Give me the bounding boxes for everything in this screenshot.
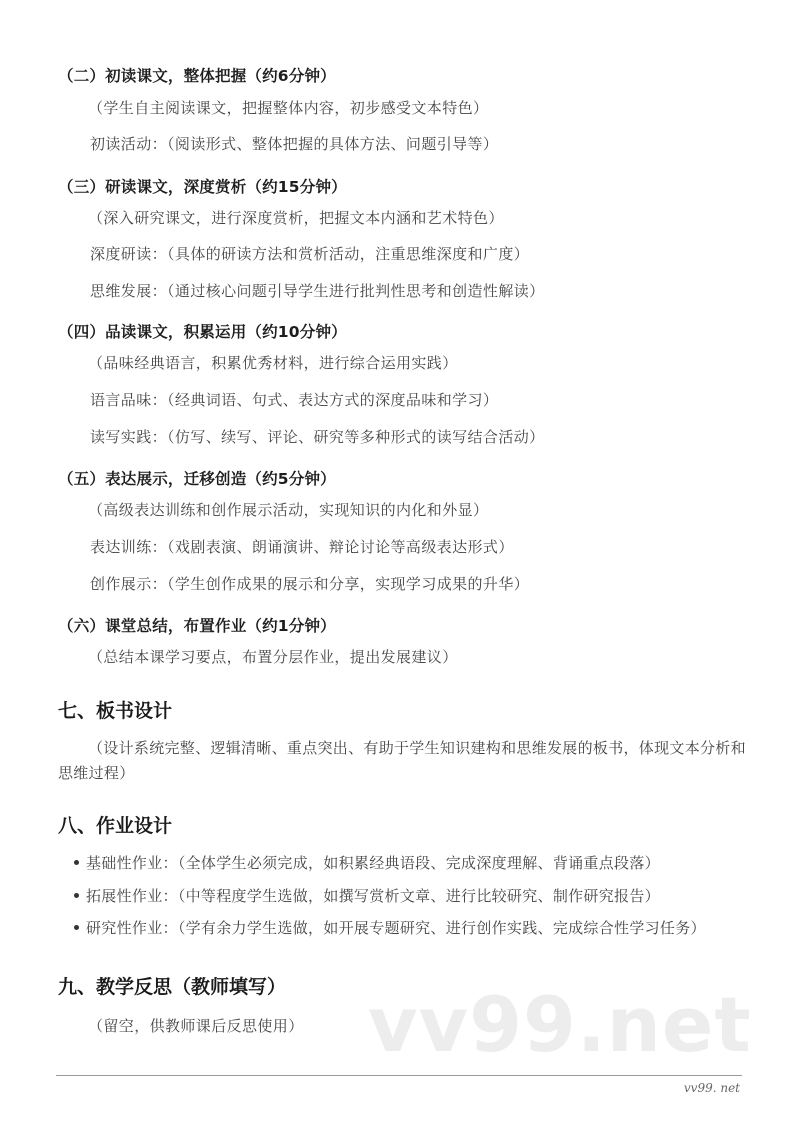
homework-bullet — [74, 917, 706, 938]
step-item — [90, 133, 498, 154]
footer-divider — [56, 1075, 742, 1076]
item-label: 创作展示： — [90, 575, 168, 593]
item-text: （仿写、续写、评论、研究等多种形式的读写结合活动） — [167, 428, 545, 446]
item-label: 深度研读： — [90, 245, 168, 263]
step-item — [90, 389, 498, 410]
step-heading: （二）初读课文，整体把握（约6分钟） — [58, 67, 336, 85]
bullet-label: 基础性作业： — [86, 854, 178, 872]
section-heading-homework-design: 八、作业设计 — [58, 815, 173, 837]
item-label: 表达训练： — [90, 538, 168, 556]
step-item — [90, 573, 529, 594]
bullet-text: （中等程度学生选做，如撰写赏析文章、进行比较研究、制作研究报告） — [177, 887, 660, 905]
step-heading: （三）研读课文，深度赏析（约15分钟） — [58, 178, 347, 196]
step-heading: （六）课堂总结，布置作业（约1分钟） — [58, 617, 336, 635]
step-description: （高级表达训练和创作展示活动，实现知识的内化和外显） — [88, 501, 489, 519]
watermark: vv99.net — [368, 980, 752, 1069]
step-description: （总结本课学习要点，布置分层作业，提出发展建议） — [88, 648, 458, 666]
board-design-paragraph: （设计系统完整、逻辑清晰、重点突出、有助于学生知识建构和思维发展的板书，体现文本分析和思维过程） — [58, 739, 746, 782]
step-item — [90, 426, 545, 447]
step-description: （学生自主阅读课文，把握整体内容，初步感受文本特色） — [88, 99, 489, 117]
bullet-text: （全体学生必须完成，如积累经典语段、完成深度理解、背诵重点段落） — [177, 854, 660, 872]
homework-bullet — [74, 885, 660, 906]
bullet-text: （学有余力学生选做，如开展专题研究、进行创作实践、完成综合性学习任务） — [177, 919, 706, 937]
section-heading-teaching-reflection: 九、教学反思（教师填写） — [58, 976, 287, 998]
homework-bullet — [74, 852, 660, 873]
item-text: （阅读形式、整体把握的具体方法、问题引导等） — [167, 135, 499, 153]
bullet-label: 拓展性作业： — [86, 887, 178, 905]
item-text: （具体的研读方法和赏析活动，注重思维深度和广度） — [167, 245, 530, 263]
step-heading: （五）表达展示，迁移创造（约5分钟） — [58, 470, 336, 488]
item-label: 初读活动： — [90, 135, 168, 153]
item-label: 读写实践： — [90, 428, 168, 446]
footer-site-label: vv99. net — [683, 1081, 740, 1095]
item-text: （学生创作成果的展示和分享，实现学习成果的升华） — [167, 575, 530, 593]
item-label: 语言品味： — [90, 391, 168, 409]
bullet-icon — [74, 893, 79, 898]
step-item — [90, 280, 545, 301]
reflection-note: （留空，供教师课后反思使用） — [88, 1017, 304, 1035]
step-description: （深入研究课文，进行深度赏析，把握文本内涵和艺术特色） — [88, 209, 504, 227]
step-heading: （四）品读课文，积累运用（约10分钟） — [58, 323, 347, 341]
item-text: （戏剧表演、朗诵演讲、辩论讨论等高级表达形式） — [167, 538, 514, 556]
bullet-icon — [74, 860, 79, 865]
step-item — [90, 536, 514, 557]
bullet-icon — [74, 925, 79, 930]
item-text: （经典词语、句式、表达方式的深度品味和学习） — [167, 391, 499, 409]
section-heading-board-design: 七、板书设计 — [58, 700, 173, 722]
item-text: （通过核心问题引导学生进行批判性思考和创造性解读） — [167, 282, 545, 300]
bullet-label: 研究性作业： — [86, 919, 178, 937]
step-description: （品味经典语言，积累优秀材料，进行综合运用实践） — [88, 354, 458, 372]
item-label: 思维发展： — [90, 282, 168, 300]
step-item — [90, 243, 529, 264]
